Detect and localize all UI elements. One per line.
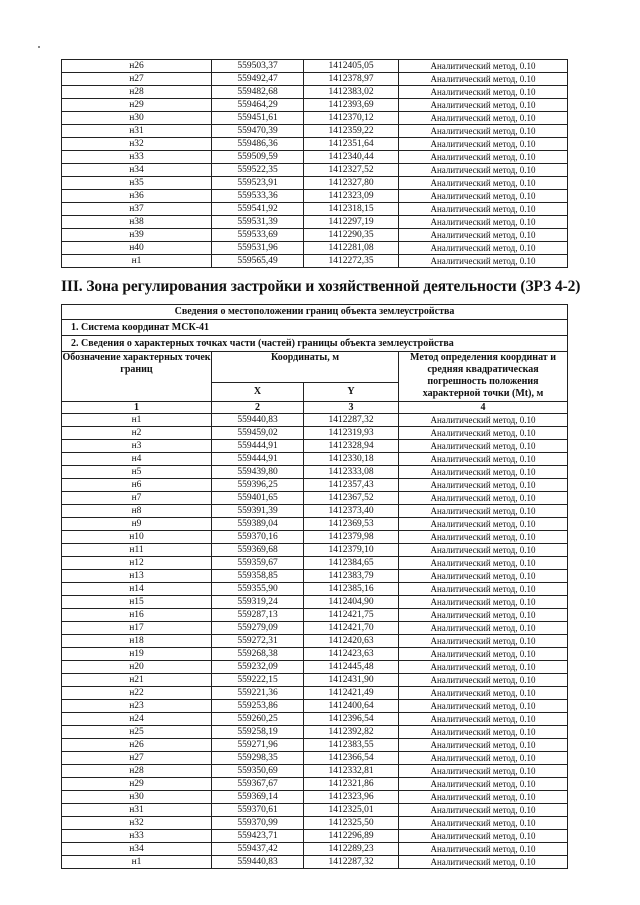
point-id: н8 [62, 505, 212, 518]
x-coordinate: 559391,39 [212, 505, 304, 518]
table-row [62, 414, 568, 427]
point-id: н7 [62, 492, 212, 505]
y-coordinate: 1412325,50 [304, 817, 399, 830]
y-coordinate: 1412383,55 [304, 739, 399, 752]
y-coordinate: 1412405,05 [304, 60, 399, 73]
y-coordinate: 1412330,18 [304, 453, 399, 466]
x-coordinate: 559492,47 [212, 73, 304, 86]
table-row [62, 778, 568, 791]
y-coordinate: 1412379,10 [304, 544, 399, 557]
point-id: н6 [62, 479, 212, 492]
method: Аналитический метод, 0.10 [399, 570, 568, 583]
x-coordinate: 559260,25 [212, 713, 304, 726]
coordinates-table-body [62, 60, 568, 268]
method: Аналитический метод, 0.10 [399, 791, 568, 804]
point-id: н39 [62, 229, 212, 242]
x-coordinate: 559370,61 [212, 804, 304, 817]
y-coordinate: 1412321,86 [304, 778, 399, 791]
method: Аналитический метод, 0.10 [399, 765, 568, 778]
y-coordinate: 1412318,15 [304, 203, 399, 216]
method: Аналитический метод, 0.10 [399, 427, 568, 440]
table-row [62, 609, 568, 622]
y-coordinate: 1412373,40 [304, 505, 399, 518]
x-coordinate: 559509,59 [212, 151, 304, 164]
table-row [62, 453, 568, 466]
table-row [62, 830, 568, 843]
method: Аналитический метод, 0.10 [399, 583, 568, 596]
table-row [62, 164, 568, 177]
table-row [62, 60, 568, 73]
method: Аналитический метод, 0.10 [399, 151, 568, 164]
method: Аналитический метод, 0.10 [399, 544, 568, 557]
y-coordinate: 1412421,49 [304, 687, 399, 700]
x-coordinate: 559503,37 [212, 60, 304, 73]
table-row [62, 570, 568, 583]
x-coordinate: 559533,69 [212, 229, 304, 242]
method: Аналитический метод, 0.10 [399, 99, 568, 112]
y-coordinate: 1412340,44 [304, 151, 399, 164]
y-coordinate: 1412445,48 [304, 661, 399, 674]
section-heading: III. Зона регулирования застройки и хозяйственной деятельности (ЗРЗ 4-2) [61, 278, 581, 295]
table-row [62, 791, 568, 804]
table-row [62, 229, 568, 242]
x-coordinate: 559451,61 [212, 112, 304, 125]
table-row [62, 544, 568, 557]
point-id: н9 [62, 518, 212, 531]
point-id: н18 [62, 635, 212, 648]
point-id: н23 [62, 700, 212, 713]
x-coordinate: 559531,96 [212, 242, 304, 255]
point-id: н26 [62, 60, 212, 73]
table-row [62, 203, 568, 216]
table-row [62, 99, 568, 112]
col-number-1: 1 [62, 402, 212, 414]
y-coordinate: 1412423,63 [304, 648, 399, 661]
y-coordinate: 1412383,79 [304, 570, 399, 583]
coordinates-table [61, 304, 568, 869]
y-coordinate: 1412323,96 [304, 791, 399, 804]
table-row [62, 648, 568, 661]
x-coordinate: 559444,91 [212, 453, 304, 466]
table-row [62, 479, 568, 492]
table-row [62, 86, 568, 99]
y-coordinate: 1412421,75 [304, 609, 399, 622]
point-id: н34 [62, 843, 212, 856]
table-row [62, 583, 568, 596]
point-id: н14 [62, 583, 212, 596]
x-coordinate: 559565,49 [212, 255, 304, 268]
table-row [62, 531, 568, 544]
point-id: н36 [62, 190, 212, 203]
method: Аналитический метод, 0.10 [399, 242, 568, 255]
x-coordinate: 559279,09 [212, 622, 304, 635]
x-coordinate: 559359,67 [212, 557, 304, 570]
method: Аналитический метод, 0.10 [399, 830, 568, 843]
point-id: н1 [62, 414, 212, 427]
point-id: н20 [62, 661, 212, 674]
method: Аналитический метод, 0.10 [399, 86, 568, 99]
method: Аналитический метод, 0.10 [399, 635, 568, 648]
method: Аналитический метод, 0.10 [399, 609, 568, 622]
method: Аналитический метод, 0.10 [399, 73, 568, 86]
x-coordinate: 559370,16 [212, 531, 304, 544]
x-coordinate: 559222,15 [212, 674, 304, 687]
y-coordinate: 1412351,64 [304, 138, 399, 151]
y-coordinate: 1412383,02 [304, 86, 399, 99]
y-coordinate: 1412393,69 [304, 99, 399, 112]
x-coordinate: 559369,68 [212, 544, 304, 557]
table-row [62, 151, 568, 164]
method: Аналитический метод, 0.10 [399, 190, 568, 203]
point-id: н28 [62, 765, 212, 778]
method: Аналитический метод, 0.10 [399, 752, 568, 765]
col-number-3: 3 [304, 402, 399, 414]
y-coordinate: 1412290,35 [304, 229, 399, 242]
col-header-x: X [212, 383, 304, 402]
y-coordinate: 1412333,08 [304, 466, 399, 479]
point-id: н29 [62, 99, 212, 112]
point-id: н21 [62, 674, 212, 687]
point-id: н12 [62, 557, 212, 570]
y-coordinate: 1412281,08 [304, 242, 399, 255]
scan-speck [38, 46, 40, 48]
y-coordinate: 1412357,43 [304, 479, 399, 492]
point-id: н19 [62, 648, 212, 661]
y-coordinate: 1412369,53 [304, 518, 399, 531]
point-id: н5 [62, 466, 212, 479]
method: Аналитический метод, 0.10 [399, 713, 568, 726]
method: Аналитический метод, 0.10 [399, 661, 568, 674]
method: Аналитический метод, 0.10 [399, 687, 568, 700]
x-coordinate: 559389,04 [212, 518, 304, 531]
x-coordinate: 559350,69 [212, 765, 304, 778]
table-row [62, 177, 568, 190]
point-id: н25 [62, 726, 212, 739]
y-coordinate: 1412323,09 [304, 190, 399, 203]
method: Аналитический метод, 0.10 [399, 856, 568, 869]
table-row [62, 674, 568, 687]
point-id: н27 [62, 73, 212, 86]
point-id: н35 [62, 177, 212, 190]
point-id: н24 [62, 713, 212, 726]
x-coordinate: 559541,92 [212, 203, 304, 216]
method: Аналитический метод, 0.10 [399, 138, 568, 151]
y-coordinate: 1412327,52 [304, 164, 399, 177]
point-id: н30 [62, 112, 212, 125]
y-coordinate: 1412296,89 [304, 830, 399, 843]
point-id: н34 [62, 164, 212, 177]
points-info-label: 2. Сведения о характерных точках части (частей) границы объекта землеустройства [62, 336, 568, 352]
method: Аналитический метод, 0.10 [399, 177, 568, 190]
y-coordinate: 1412385,16 [304, 583, 399, 596]
x-coordinate: 559439,80 [212, 466, 304, 479]
point-id: н38 [62, 216, 212, 229]
point-id: н11 [62, 544, 212, 557]
x-coordinate: 559533,36 [212, 190, 304, 203]
point-id: н4 [62, 453, 212, 466]
table-row [62, 687, 568, 700]
x-coordinate: 559423,71 [212, 830, 304, 843]
method: Аналитический метод, 0.10 [399, 804, 568, 817]
x-coordinate: 559258,19 [212, 726, 304, 739]
table-row [62, 635, 568, 648]
x-coordinate: 559437,42 [212, 843, 304, 856]
point-id: н37 [62, 203, 212, 216]
method: Аналитический метод, 0.10 [399, 726, 568, 739]
x-coordinate: 559522,35 [212, 164, 304, 177]
x-coordinate: 559464,29 [212, 99, 304, 112]
y-coordinate: 1412327,80 [304, 177, 399, 190]
x-coordinate: 559221,36 [212, 687, 304, 700]
method: Аналитический метод, 0.10 [399, 164, 568, 177]
method: Аналитический метод, 0.10 [399, 739, 568, 752]
col-number-4: 4 [399, 402, 568, 414]
table-row [62, 557, 568, 570]
y-coordinate: 1412392,82 [304, 726, 399, 739]
x-coordinate: 559440,83 [212, 856, 304, 869]
method: Аналитический метод, 0.10 [399, 255, 568, 268]
table-row [62, 427, 568, 440]
x-coordinate: 559523,91 [212, 177, 304, 190]
method: Аналитический метод, 0.10 [399, 216, 568, 229]
table-row [62, 596, 568, 609]
point-id: н31 [62, 125, 212, 138]
table-row [62, 242, 568, 255]
x-coordinate: 559486,36 [212, 138, 304, 151]
method: Аналитический метод, 0.10 [399, 518, 568, 531]
method: Аналитический метод, 0.10 [399, 843, 568, 856]
y-coordinate: 1412379,98 [304, 531, 399, 544]
point-id: н27 [62, 752, 212, 765]
x-coordinate: 559531,39 [212, 216, 304, 229]
method: Аналитический метод, 0.10 [399, 466, 568, 479]
x-coordinate: 559482,68 [212, 86, 304, 99]
table-row [62, 440, 568, 453]
table-row [62, 726, 568, 739]
y-coordinate: 1412421,70 [304, 622, 399, 635]
point-id: н15 [62, 596, 212, 609]
point-id: н16 [62, 609, 212, 622]
table-row [62, 804, 568, 817]
point-id: н30 [62, 791, 212, 804]
method: Аналитический метод, 0.10 [399, 674, 568, 687]
y-coordinate: 1412378,97 [304, 73, 399, 86]
y-coordinate: 1412400,64 [304, 700, 399, 713]
point-id: н28 [62, 86, 212, 99]
table-row [62, 700, 568, 713]
point-id: н17 [62, 622, 212, 635]
col-header-point: Обозначение характерных точек границ [62, 352, 212, 402]
x-coordinate: 559358,85 [212, 570, 304, 583]
x-coordinate: 559287,13 [212, 609, 304, 622]
point-id: н3 [62, 440, 212, 453]
table-row [62, 125, 568, 138]
method: Аналитический метод, 0.10 [399, 125, 568, 138]
table-row [62, 492, 568, 505]
y-coordinate: 1412272,35 [304, 255, 399, 268]
x-coordinate: 559401,65 [212, 492, 304, 505]
point-id: н40 [62, 242, 212, 255]
method: Аналитический метод, 0.10 [399, 203, 568, 216]
col-header-y: Y [304, 383, 399, 402]
method: Аналитический метод, 0.10 [399, 479, 568, 492]
x-coordinate: 559369,14 [212, 791, 304, 804]
y-coordinate: 1412384,65 [304, 557, 399, 570]
coordinates-table-body [62, 414, 568, 869]
x-coordinate: 559444,91 [212, 440, 304, 453]
table-row [62, 765, 568, 778]
method: Аналитический метод, 0.10 [399, 60, 568, 73]
x-coordinate: 559370,99 [212, 817, 304, 830]
table-row [62, 255, 568, 268]
y-coordinate: 1412328,94 [304, 440, 399, 453]
point-id: н10 [62, 531, 212, 544]
y-coordinate: 1412431,90 [304, 674, 399, 687]
method: Аналитический метод, 0.10 [399, 817, 568, 830]
y-coordinate: 1412325,01 [304, 804, 399, 817]
point-id: н2 [62, 427, 212, 440]
y-coordinate: 1412297,19 [304, 216, 399, 229]
table-row [62, 112, 568, 125]
x-coordinate: 559440,83 [212, 414, 304, 427]
col-header-coords: Координаты, м [212, 352, 399, 383]
table-row [62, 466, 568, 479]
table-row [62, 817, 568, 830]
x-coordinate: 559272,31 [212, 635, 304, 648]
x-coordinate: 559298,35 [212, 752, 304, 765]
point-id: н33 [62, 830, 212, 843]
point-id: н32 [62, 138, 212, 151]
x-coordinate: 559355,90 [212, 583, 304, 596]
method: Аналитический метод, 0.10 [399, 440, 568, 453]
table-row [62, 713, 568, 726]
x-coordinate: 559232,09 [212, 661, 304, 674]
table-row [62, 752, 568, 765]
col-header-method: Метод определения координат и средняя квадратическая погрешность положения характерной точки (Mt), м [399, 352, 568, 402]
y-coordinate: 1412404,90 [304, 596, 399, 609]
point-id: н26 [62, 739, 212, 752]
method: Аналитический метод, 0.10 [399, 778, 568, 791]
table-row [62, 216, 568, 229]
coordinate-system-label: 1. Система координат МСК-41 [62, 320, 568, 336]
x-coordinate: 559459,02 [212, 427, 304, 440]
method: Аналитический метод, 0.10 [399, 505, 568, 518]
table-row [62, 518, 568, 531]
method: Аналитический метод, 0.10 [399, 531, 568, 544]
y-coordinate: 1412287,32 [304, 856, 399, 869]
table-title: Сведения о местоположении границ объекта землеустройства [62, 305, 568, 320]
x-coordinate: 559470,39 [212, 125, 304, 138]
point-id: н1 [62, 856, 212, 869]
y-coordinate: 1412287,32 [304, 414, 399, 427]
y-coordinate: 1412396,54 [304, 713, 399, 726]
y-coordinate: 1412420,63 [304, 635, 399, 648]
table-row [62, 622, 568, 635]
point-id: н1 [62, 255, 212, 268]
method: Аналитический метод, 0.10 [399, 112, 568, 125]
coordinates-table-continued [61, 59, 568, 268]
point-id: н33 [62, 151, 212, 164]
point-id: н31 [62, 804, 212, 817]
table-row [62, 661, 568, 674]
method: Аналитический метод, 0.10 [399, 453, 568, 466]
method: Аналитический метод, 0.10 [399, 700, 568, 713]
y-coordinate: 1412359,22 [304, 125, 399, 138]
y-coordinate: 1412367,52 [304, 492, 399, 505]
x-coordinate: 559367,67 [212, 778, 304, 791]
method: Аналитический метод, 0.10 [399, 648, 568, 661]
point-id: н13 [62, 570, 212, 583]
point-id: н29 [62, 778, 212, 791]
y-coordinate: 1412319,93 [304, 427, 399, 440]
table-row [62, 843, 568, 856]
table-row [62, 190, 568, 203]
method: Аналитический метод, 0.10 [399, 492, 568, 505]
x-coordinate: 559319,24 [212, 596, 304, 609]
table-row [62, 73, 568, 86]
table-row [62, 505, 568, 518]
x-coordinate: 559271,96 [212, 739, 304, 752]
y-coordinate: 1412289,23 [304, 843, 399, 856]
y-coordinate: 1412332,81 [304, 765, 399, 778]
method: Аналитический метод, 0.10 [399, 622, 568, 635]
col-number-2: 2 [212, 402, 304, 414]
x-coordinate: 559268,38 [212, 648, 304, 661]
point-id: н32 [62, 817, 212, 830]
y-coordinate: 1412366,54 [304, 752, 399, 765]
table-row [62, 856, 568, 869]
x-coordinate: 559253,86 [212, 700, 304, 713]
point-id: н22 [62, 687, 212, 700]
y-coordinate: 1412370,12 [304, 112, 399, 125]
method: Аналитический метод, 0.10 [399, 557, 568, 570]
table-row [62, 739, 568, 752]
table-row [62, 138, 568, 151]
method: Аналитический метод, 0.10 [399, 229, 568, 242]
x-coordinate: 559396,25 [212, 479, 304, 492]
method: Аналитический метод, 0.10 [399, 414, 568, 427]
method: Аналитический метод, 0.10 [399, 596, 568, 609]
